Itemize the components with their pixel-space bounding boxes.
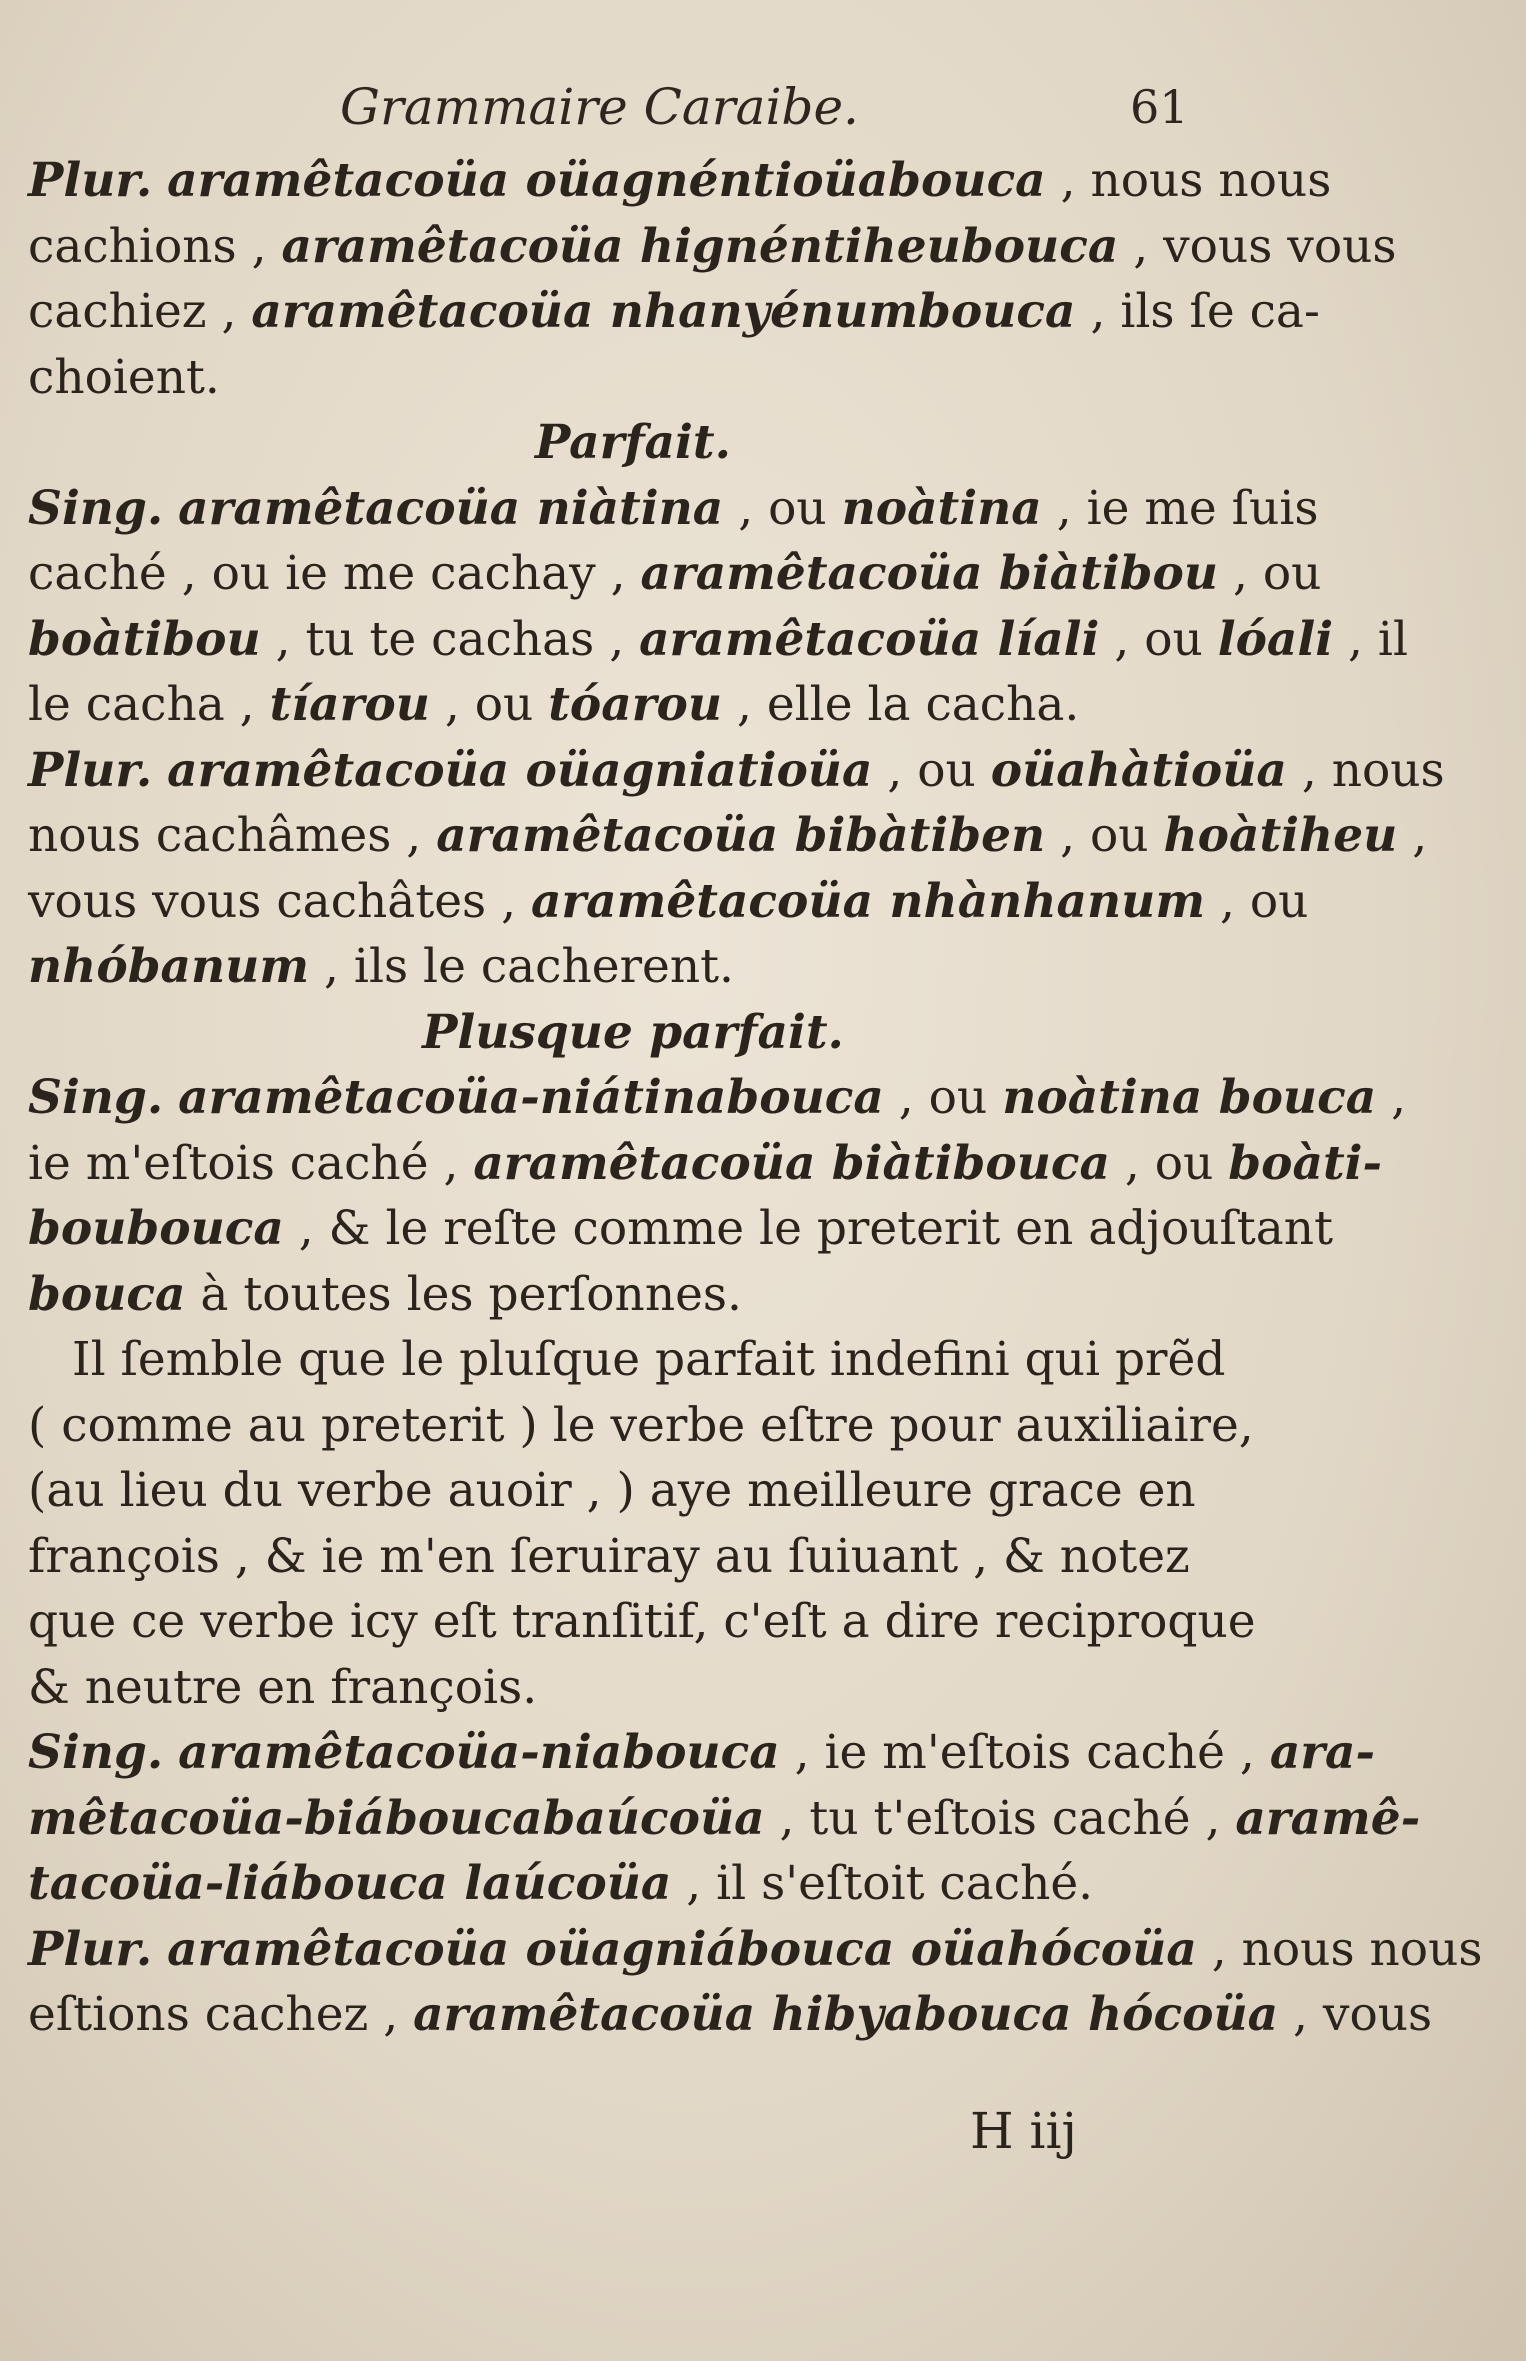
text-segment: , il	[1333, 611, 1408, 667]
text-segment: , ou	[883, 1070, 1003, 1125]
text-line	[28, 410, 1238, 476]
carib-term: aramêtacoüa líali	[639, 611, 1100, 667]
carib-term: noàtina	[841, 480, 1042, 536]
text-segment: Parfait.	[535, 415, 731, 470]
text-line	[28, 279, 1320, 345]
number-label: Sing.	[28, 1725, 164, 1780]
text-segment: , ou	[429, 677, 549, 732]
text-line	[28, 541, 1322, 607]
text-segment	[163, 1725, 178, 1780]
text-segment: , il s'eſtoit caché.	[671, 1856, 1094, 1911]
text-line	[28, 1393, 1254, 1459]
text-segment: nous cachâmes ,	[28, 808, 437, 863]
text-segment	[152, 1922, 167, 1977]
text-line	[28, 148, 1332, 214]
text-segment: , vous vous	[1118, 218, 1397, 274]
carib-term: aramêtacoüa bibàtiben	[436, 808, 1046, 863]
carib-term: aramêtacoüa hibyabouca hócoüa	[413, 1987, 1279, 2042]
carib-term: aramêtacoüa nhanyénumbouca	[251, 284, 1076, 339]
text-line	[28, 214, 1397, 280]
text-segment: , ie m'eſtois caché ,	[779, 1725, 1270, 1780]
text-line	[28, 1524, 1238, 1590]
text-segment: ,	[1376, 1070, 1407, 1125]
text-line	[28, 476, 1319, 542]
text-segment: , & le reſte comme le preterit en adjouſtant	[283, 1201, 1333, 1256]
text-segment: , nous nous	[1196, 1921, 1483, 1977]
text-line	[28, 1196, 1333, 1262]
text-line	[28, 1458, 1238, 1524]
carib-term: aramêtacoüa biàtibou	[640, 546, 1219, 601]
text-segment: , vous	[1278, 1987, 1433, 2042]
carib-term: tíarou	[269, 677, 430, 732]
text-segment: , ou	[872, 742, 991, 798]
text-segment: , nous nous	[1045, 153, 1332, 208]
text-segment: , ou	[723, 480, 842, 536]
text-segment	[163, 1070, 178, 1125]
carib-term: mêtacoüa-biáboucabaúcoüa	[28, 1790, 765, 1846]
text-segment: Plusque parfait.	[422, 1004, 844, 1060]
text-segment: le cacha ,	[28, 677, 270, 732]
carib-term: boàtibou	[28, 611, 261, 667]
text-segment: , ie me ſuis	[1041, 480, 1319, 536]
text-line	[28, 1982, 1433, 2048]
body-text	[28, 148, 1483, 2048]
running-title: Grammaire Caraibe.	[340, 78, 859, 136]
text-segment: , ou	[1099, 611, 1218, 667]
carib-term: bouca	[28, 1266, 186, 1322]
text-line	[28, 1720, 1375, 1786]
carib-term: oüahàtioüa	[990, 742, 1287, 798]
carib-term: aramêtacoüa hignéntiheubouca	[281, 218, 1119, 274]
text-segment: cachiez ,	[28, 284, 252, 339]
signature-mark: H iij	[970, 2102, 1077, 2160]
text-segment: que ce verbe icy eſt tranſitif, c'eſt a dire reciproque	[28, 1594, 1256, 1649]
text-segment: , ils ſe ca-	[1075, 284, 1320, 339]
carib-term: ara-	[1269, 1725, 1375, 1780]
carib-term: boàti-	[1228, 1135, 1383, 1191]
text-line	[28, 607, 1408, 673]
carib-term: boubouca	[28, 1201, 284, 1256]
carib-term: aramêtacoüa nhànhanum	[530, 873, 1206, 929]
text-line	[28, 738, 1445, 804]
carib-term: aramêtacoüa oüagnéntioüabouca	[167, 153, 1046, 208]
number-label: Sing.	[28, 480, 164, 536]
text-line	[28, 869, 1309, 935]
carib-term: aramêtacoüa niàtina	[178, 480, 724, 536]
number-label: Sing.	[28, 1070, 164, 1125]
text-line	[28, 345, 1238, 411]
text-line	[28, 1327, 1238, 1393]
page-number: 61	[1130, 80, 1189, 134]
carib-term: lóali	[1217, 611, 1334, 667]
carib-term: nhóbanum	[28, 939, 310, 994]
text-segment: & neutre en françois.	[28, 1659, 538, 1715]
text-segment: , ou	[1045, 808, 1164, 863]
text-segment: vous vous cachâtes ,	[28, 873, 531, 929]
text-segment: caché , ou ie me cachay ,	[28, 546, 641, 601]
text-segment: cachions ,	[28, 218, 282, 274]
text-line	[28, 1000, 1238, 1066]
text-segment: ,	[1397, 808, 1428, 863]
carib-term: aramê-	[1235, 1790, 1421, 1846]
text-segment: , nous	[1286, 742, 1445, 798]
text-line	[28, 934, 1238, 1000]
carib-term: tóarou	[548, 677, 723, 732]
text-line	[28, 1851, 1238, 1917]
text-line	[28, 1589, 1256, 1655]
text-segment: , ou	[1205, 873, 1309, 929]
text-segment: françois , & ie m'en ſeruiray au ſuiuant , & notez	[28, 1528, 1190, 1584]
number-label: Plur.	[28, 1921, 153, 1977]
text-line	[28, 1262, 1238, 1328]
text-segment: , elle la cacha.	[722, 677, 1080, 732]
text-segment: , ou	[1218, 546, 1322, 601]
text-segment: eſtions cachez ,	[28, 1987, 414, 2042]
text-segment	[152, 153, 167, 208]
carib-term: noàtina bouca	[1002, 1070, 1377, 1125]
text-segment: , tu t'eſtois caché ,	[764, 1790, 1236, 1846]
text-segment: choient.	[28, 349, 220, 405]
text-line	[28, 1655, 1238, 1721]
text-line	[28, 1065, 1407, 1131]
text-segment	[163, 481, 178, 536]
text-segment: ie m'eſtois caché ,	[28, 1135, 474, 1191]
text-segment: (au lieu du verbe auoir , ) aye meilleure grace en	[28, 1463, 1196, 1518]
text-segment: , ou	[1109, 1135, 1229, 1191]
text-segment: ( comme au preterit ) le verbe eſtre pour auxiliaire,	[28, 1397, 1254, 1453]
page-header	[0, 78, 1526, 148]
text-segment: , tu te cachas ,	[260, 611, 640, 667]
carib-term: hoàtiheu	[1163, 808, 1398, 863]
carib-term: aramêtacoüa biàtibouca	[473, 1135, 1110, 1191]
carib-term: aramêtacoüa oüagniatioüa	[167, 742, 873, 798]
text-segment: , ils le cacherent.	[309, 939, 734, 994]
text-segment: Il ſemble que le pluſque parfait indefini qui prẽd	[72, 1332, 1226, 1387]
text-line	[28, 1786, 1421, 1852]
text-line	[28, 803, 1428, 869]
carib-term: aramêtacoüa-niátinabouca	[178, 1070, 884, 1125]
carib-term: aramêtacoüa oüagniábouca oüahócoüa	[167, 1921, 1197, 1977]
text-segment	[152, 743, 167, 798]
number-label: Plur.	[28, 153, 153, 208]
text-line	[28, 672, 1238, 738]
text-segment: à toutes les perſonnes.	[185, 1266, 742, 1322]
carib-term: tacoüa-liábouca laúcoüa	[28, 1856, 672, 1911]
carib-term: aramêtacoüa-niabouca	[178, 1725, 780, 1780]
text-line	[28, 1917, 1483, 1983]
text-line	[28, 1131, 1383, 1197]
number-label: Plur.	[28, 742, 153, 798]
